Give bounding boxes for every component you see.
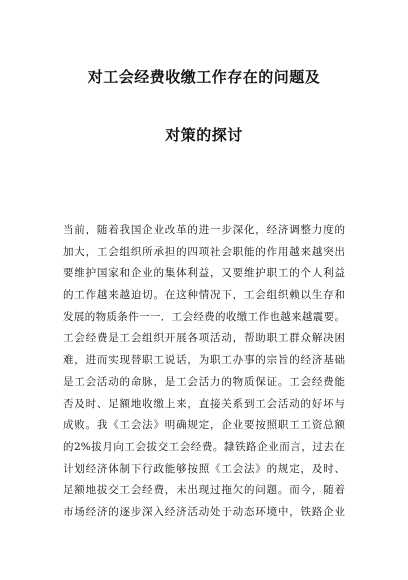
document-title-line-2: 对策的探讨 bbox=[165, 126, 243, 144]
body-line: 的2%拔月向工会拔交工会经费。隸铁路企业而言，过去在 bbox=[63, 440, 345, 453]
body-line: 计划经济体制下行政能够按照《工会法》的规定，及时、 bbox=[63, 462, 345, 475]
body-line: 难，进而实现替职工说话，为职工办事的宗旨的经济基础 bbox=[63, 354, 345, 367]
body-line: 工会经费是工会组织开展各项活动，帮助职工群众解决困 bbox=[63, 332, 345, 345]
body-line: 发展的物质条件一一．工会经费的收缴工作也越来越震要。 bbox=[63, 310, 345, 323]
body-line: 足额地拔交工会经费，未出现过拖欠的问题。而今，随着 bbox=[63, 484, 345, 497]
body-line: 当前，随着我国企业改革的进一步深化，经济调整力度的 bbox=[63, 224, 345, 236]
body-line: 加大，工会组织所承担的四项社会职能的作用越来越突出 bbox=[63, 245, 345, 258]
body-line: 成败。我《工会法》明确规定，企业要按照职工工资总额 bbox=[63, 419, 345, 432]
body-line: 市场经济的逐步深入经济活动处于动态环境中，铁路企业 bbox=[63, 505, 345, 518]
body-line: 的工作越来越迫切。在这种情况下，工会组织赖以生存和 bbox=[63, 289, 345, 302]
body-line: 是工会活动的命脉，是工会活力的物质保证。工会经费能 bbox=[63, 375, 345, 388]
document-body bbox=[63, 220, 345, 524]
body-line: 要维护国家和企业的集体利益，又要维护职工的个人利益 bbox=[63, 267, 345, 280]
body-line: 否及时、足额地收缴上来，直接关系到工会活动的好坏与 bbox=[63, 397, 345, 410]
document-title-line-1: 对工会经费收缴工作存在的问题及 bbox=[87, 68, 321, 86]
